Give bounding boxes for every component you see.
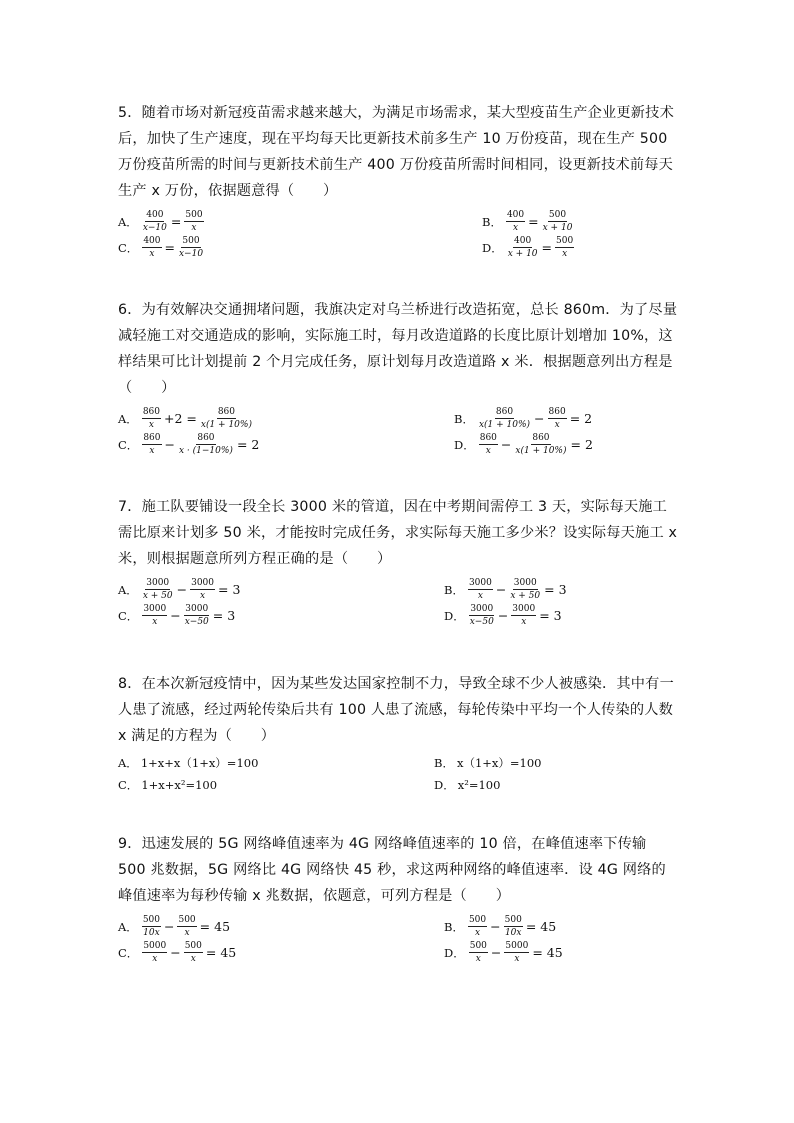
fraction: $\frac{500}{x}$ (184, 941, 202, 964)
option-d[interactable]: D． $\frac{860}{x}$ − $\frac{860}{x(1 + 10\%)}$ = 2 (454, 433, 593, 456)
fraction: $\frac{860}{x}$ (479, 433, 497, 456)
fraction: $\frac{400}{x + 10}$ (507, 236, 538, 259)
fraction: $\frac{3000}{x}$ (512, 604, 536, 627)
option-c[interactable]: C． $\frac{860}{x}$ − $\frac{860}{x \cdot (1-10\%)}$ = 2 (118, 433, 260, 456)
fraction: $\frac{500}{x}$ (556, 236, 574, 259)
option-d[interactable]: D． $\frac{500}{x}$ − $\frac{5000}{x}$ = 45 (444, 941, 563, 964)
option-d[interactable]: D． $\frac{400}{x + 10}$ = $\frac{500}{x}$ (482, 236, 574, 259)
option-d[interactable]: D． $\frac{3000}{x-50}$ − $\frac{3000}{x}$ = 3 (444, 604, 562, 627)
fraction: $\frac{3000}{x + 50}$ (510, 578, 541, 601)
fraction: $\frac{860}{x \cdot (1-10\%)}$ (178, 433, 233, 456)
fraction: $\frac{500}{10x}$ (142, 915, 160, 938)
question-stem: 6．为有效解决交通拥堵问题，我旗决定对乌兰桥进行改造拓宽，总长 860m．为了尽量减轻施工对交通造成的影响，实际施工时，每月改造道路的长度比原计划增加 10%，这样结果可比计划提前 2 个月完成任务，原计划每月改造道路 x 米．根据题意列出方程是（ ） (118, 302, 678, 396)
option-b[interactable]: B． $\frac{400}{x}$ = $\frac{500}{x + 10}$ (482, 210, 573, 233)
option-group (118, 208, 678, 268)
option-a[interactable]: A． $\frac{400}{x-10}$ = $\frac{500}{x}$ (118, 210, 203, 233)
option-a[interactable]: A． $\frac{3000}{x + 50}$ − $\frac{3000}{x}$ = 3 (118, 578, 241, 601)
question-8 (118, 671, 678, 813)
question-stem: 5．随着市场对新冠疫苗需求越来越大，为满足市场需求，某大型疫苗生产企业更新技术后，加快了生产速度，现在平均每天比更新技术前多生产 10 万份疫苗，现在生产 500 万份疫苗所需的时间与更新技术前生产 400 万份疫苗所需时间相同，设更新技术前每天生产 x 万份，依据题意得（ ） (118, 105, 674, 199)
option-b[interactable]: B． $\frac{3000}{x}$ − $\frac{3000}{x + 50}$ = 3 (444, 578, 567, 601)
fraction: $\frac{3000}{x-50}$ (184, 604, 209, 627)
question-6 (118, 297, 678, 465)
fraction: $\frac{3000}{x}$ (468, 578, 492, 601)
fraction: $\frac{3000}{x-50}$ (469, 604, 494, 627)
fraction: $\frac{3000}{x}$ (143, 604, 167, 627)
option-b[interactable]: B． $\frac{500}{x}$ − $\frac{500}{10x}$ = 45 (444, 915, 557, 938)
option-group (118, 576, 678, 636)
question-stem: 9．迅速发展的 5G 网络峰值速率为 4G 网络峰值速率的 10 倍，在峰值速率下传输 500 兆数据，5G 网络比 4G 网络快 45 秒，求这两种网络的峰值速率．设 4G 网络的峰值速率为每秒传输 x 兆数据，依题意，可列方程是（ ） (118, 836, 666, 904)
option-b[interactable]: B． x（1+x）=100 (434, 756, 542, 770)
option-d[interactable]: D． x²=100 (434, 778, 501, 792)
question-stem: 8．在本次新冠疫情中，因为某些发达国家控制不力，导致全球不少人被感染．其中有一人患了流感，经过两轮传染后共有 100 人患了流感，每轮传染中平均一个人传染的人数 x 满足的方程为（ ） (118, 676, 674, 744)
fraction: $\frac{5000}{x}$ (505, 941, 529, 964)
option-group (118, 913, 678, 973)
question-stem: 7．施工队要铺设一段全长 3000 米的管道，因在中考期间需停工 3 天，实际每天施工需比原来计划多 50 米，才能按时完成任务，求实际每天施工多少米？设实际每天施工 x 米，则根据题意所列方程正确的是（ ） (118, 499, 678, 567)
fraction: $\frac{400}{x-10}$ (142, 210, 167, 233)
question-5 (118, 100, 678, 268)
option-c[interactable]: C． $\frac{3000}{x}$ − $\frac{3000}{x-50}$ = 3 (118, 604, 236, 627)
fraction: $\frac{500}{x}$ (468, 915, 487, 938)
option-a[interactable]: A． 1+x+x（1+x）=100 (118, 756, 259, 770)
fraction: $\frac{500}{x-10}$ (178, 236, 204, 259)
fraction: $\frac{860}{x}$ (142, 407, 160, 430)
fraction: $\frac{860}{x(1 + 10\%)}$ (200, 407, 252, 430)
fraction: $\frac{3000}{x}$ (191, 578, 214, 601)
fraction: $\frac{860}{x}$ (143, 433, 161, 456)
option-group (118, 753, 678, 813)
fraction: $\frac{5000}{x}$ (143, 941, 167, 964)
question-7 (118, 494, 678, 636)
option-a[interactable]: A． $\frac{500}{10x}$ − $\frac{500}{x}$ = 45 (118, 915, 231, 938)
fraction: $\frac{400}{x}$ (506, 210, 525, 233)
option-c[interactable]: C． $\frac{5000}{x}$ − $\frac{500}{x}$ = 45 (118, 941, 237, 964)
fraction: $\frac{860}{x}$ (548, 407, 566, 430)
fraction: $\frac{3000}{x + 50}$ (142, 578, 173, 601)
fraction: $\frac{500}{x + 10}$ (542, 210, 573, 233)
fraction: $\frac{500}{10x}$ (504, 915, 522, 938)
option-group (118, 405, 678, 465)
fraction: $\frac{500}{x}$ (178, 915, 196, 938)
fraction: $\frac{500}{x}$ (185, 210, 203, 233)
question-9 (118, 831, 678, 973)
option-a[interactable]: A． $\frac{860}{x}$ +2 = $\frac{860}{x(1 + 10\%)}$ (118, 407, 252, 430)
fraction: $\frac{860}{x(1 + 10\%)}$ (515, 433, 567, 456)
option-c[interactable]: C． $\frac{400}{x}$ = $\frac{500}{x-10}$ (118, 236, 204, 259)
fraction: $\frac{400}{x}$ (143, 236, 161, 259)
option-b[interactable]: B． $\frac{860}{x(1 + 10\%)}$ − $\frac{860}{x}$ = 2 (454, 407, 593, 430)
option-c[interactable]: C． 1+x+x²=100 (118, 778, 218, 792)
fraction: $\frac{860}{x(1 + 10\%)}$ (478, 407, 531, 430)
fraction: $\frac{500}{x}$ (469, 941, 487, 964)
